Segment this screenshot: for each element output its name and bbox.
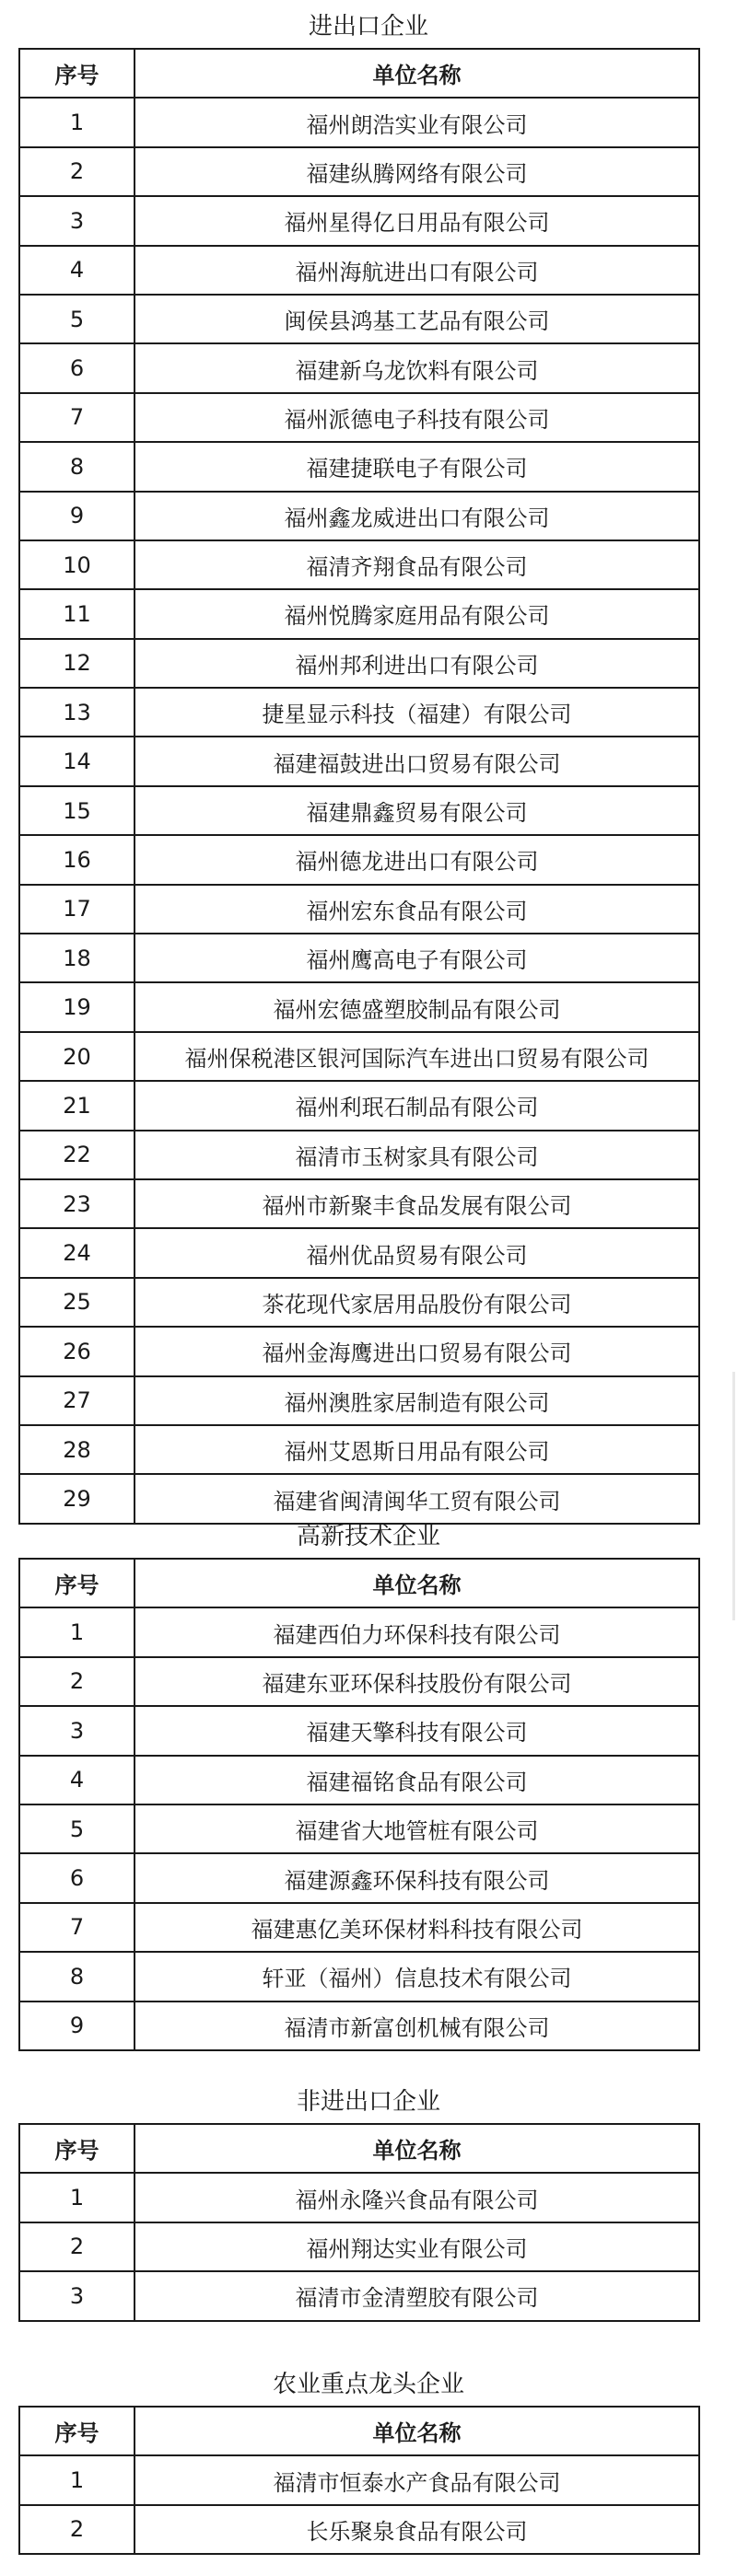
header-index: 序号 [19,2407,135,2455]
company-name: 福州鑫龙威进出口有限公司 [135,492,699,540]
company-name: 福州优品贸易有限公司 [135,1228,699,1277]
row-index: 27 [19,1376,135,1425]
row-index: 3 [19,196,135,245]
table-row [19,786,699,835]
row-index: 1 [19,2455,135,2504]
company-name: 福建省闽清闽华工贸有限公司 [135,1474,699,1523]
row-index: 16 [19,835,135,884]
table-header-row [19,1559,699,1607]
company-name: 福清市金清塑胶有限公司 [135,2271,699,2320]
table-row [19,1657,699,1706]
row-index: 25 [19,1278,135,1327]
row-index: 2 [19,2222,135,2271]
table-row [19,2002,699,2050]
table-row [19,1228,699,1277]
row-index: 2 [19,2505,135,2554]
table-row [19,885,699,934]
company-name: 福清市恒泰水产食品有限公司 [135,2455,699,2504]
company-name: 福州保税港区银河国际汽车进出口贸易有限公司 [135,1032,699,1081]
section-title: 非进出口企业 [296,2088,440,2116]
table-row [19,1131,699,1179]
row-index: 4 [19,1756,135,1804]
company-name: 福建纵腾网络有限公司 [135,147,699,196]
company-name: 福建天擎科技有限公司 [135,1706,699,1755]
row-index: 3 [19,2271,135,2320]
row-index: 26 [19,1327,135,1375]
table-row [19,1903,699,1952]
table-row [19,1474,699,1523]
row-index: 12 [19,639,135,688]
section-import-export [0,15,737,1525]
company-name: 福建源鑫环保科技有限公司 [135,1853,699,1902]
table-header-row [19,2124,699,2173]
table-row [19,934,699,982]
company-name: 福州翔达实业有限公司 [135,2222,699,2271]
row-index: 21 [19,1081,135,1130]
company-name: 福州宏德盛塑胶制品有限公司 [135,982,699,1031]
company-name: 福建捷联电子有限公司 [135,442,699,491]
table-row [19,98,699,146]
header-name: 单位名称 [135,1559,699,1607]
row-index: 28 [19,1425,135,1474]
row-index: 10 [19,540,135,589]
company-name: 福州星得亿日用品有限公司 [135,196,699,245]
company-name: 福建鼎鑫贸易有限公司 [135,786,699,835]
row-index: 9 [19,2002,135,2050]
row-index: 6 [19,1853,135,1902]
table-row [19,1607,699,1656]
company-name: 福州艾恩斯日用品有限公司 [135,1425,699,1474]
company-name: 福州海航进出口有限公司 [135,246,699,295]
row-index: 5 [19,295,135,343]
row-index: 13 [19,688,135,737]
table-header-row [19,2407,699,2455]
company-table [18,1558,700,2051]
company-name: 福建惠亿美环保材料科技有限公司 [135,1903,699,1952]
company-name: 福州悦腾家庭用品有限公司 [135,589,699,638]
company-table [18,48,700,1525]
table-header-row [19,49,699,98]
row-index: 8 [19,442,135,491]
table-row [19,1032,699,1081]
row-index: 6 [19,343,135,392]
company-name: 闽侯县鸿基工艺品有限公司 [135,295,699,343]
row-index: 18 [19,934,135,982]
company-name: 福建福铭食品有限公司 [135,1756,699,1804]
company-name: 茶花现代家居用品股份有限公司 [135,1278,699,1327]
row-index: 14 [19,737,135,785]
row-index: 19 [19,982,135,1031]
row-index: 5 [19,1804,135,1853]
row-index: 1 [19,1607,135,1656]
row-index: 11 [19,589,135,638]
header-name: 单位名称 [135,2407,699,2455]
company-name: 福州德龙进出口有限公司 [135,835,699,884]
company-name: 福州朗浩实业有限公司 [135,98,699,146]
table-row [19,540,699,589]
table-row [19,1327,699,1375]
table-row [19,1804,699,1853]
section-high-tech [0,1525,737,2051]
table-row [19,295,699,343]
company-name: 福州邦利进出口有限公司 [135,639,699,688]
header-name: 单位名称 [135,2124,699,2173]
row-index: 2 [19,147,135,196]
row-index: 3 [19,1706,135,1755]
table-row [19,196,699,245]
company-table [18,2406,700,2555]
table-row [19,1425,699,1474]
row-index: 9 [19,492,135,540]
row-index: 20 [19,1032,135,1081]
table-row [19,246,699,295]
table-row [19,1756,699,1804]
row-index: 1 [19,2173,135,2222]
row-index: 15 [19,786,135,835]
table-row [19,688,699,737]
company-name: 福建省大地管桩有限公司 [135,1804,699,1853]
row-index: 23 [19,1179,135,1228]
table-row [19,147,699,196]
table-row [19,835,699,884]
table-row [19,982,699,1031]
company-name: 福州利珉石制品有限公司 [135,1081,699,1130]
scrollbar[interactable] [732,1372,735,1620]
table-row [19,1081,699,1130]
row-index: 24 [19,1228,135,1277]
row-index: 17 [19,885,135,934]
company-name: 福州派德电子科技有限公司 [135,393,699,442]
header-index: 序号 [19,49,135,98]
company-name: 福州永隆兴食品有限公司 [135,2173,699,2222]
row-index: 8 [19,1952,135,2001]
company-name: 长乐聚泉食品有限公司 [135,2505,699,2554]
section-title: 高新技术企业 [296,1523,440,1550]
company-name: 福建东亚环保科技股份有限公司 [135,1657,699,1706]
table-row [19,2271,699,2320]
company-table [18,2123,700,2322]
company-name: 福州鹰高电子有限公司 [135,934,699,982]
table-row [19,393,699,442]
row-index: 2 [19,1657,135,1706]
company-name: 福建西伯力环保科技有限公司 [135,1607,699,1656]
table-row [19,737,699,785]
company-name: 福建新乌龙饮料有限公司 [135,343,699,392]
table-row [19,2505,699,2554]
table-row [19,589,699,638]
company-name: 捷星显示科技（福建）有限公司 [135,688,699,737]
table-row [19,1179,699,1228]
table-row [19,492,699,540]
table-row [19,1278,699,1327]
table-row [19,1376,699,1425]
table-row [19,1853,699,1902]
table-row [19,2222,699,2271]
company-name: 福清市新富创机械有限公司 [135,2002,699,2050]
section-title: 农业重点龙头企业 [272,2371,464,2398]
company-name: 福州金海鹰进出口贸易有限公司 [135,1327,699,1375]
table-row [19,442,699,491]
company-name: 福清齐翔食品有限公司 [135,540,699,589]
header-index: 序号 [19,1559,135,1607]
company-name: 福州澳胜家居制造有限公司 [135,1376,699,1425]
company-name: 福清市玉树家具有限公司 [135,1131,699,1179]
row-index: 1 [19,98,135,146]
table-row [19,639,699,688]
section-agricultural-leaders [0,2373,737,2555]
company-name: 福建福鼓进出口贸易有限公司 [135,737,699,785]
table-row [19,2173,699,2222]
header-name: 单位名称 [135,49,699,98]
row-index: 7 [19,393,135,442]
company-name: 轩亚（福州）信息技术有限公司 [135,1952,699,2001]
section-title: 进出口企业 [308,13,428,41]
row-index: 22 [19,1131,135,1179]
row-index: 29 [19,1474,135,1523]
table-row [19,1706,699,1755]
section-non-import-export [0,2090,737,2322]
company-name: 福州市新聚丰食品发展有限公司 [135,1179,699,1228]
row-index: 4 [19,246,135,295]
row-index: 7 [19,1903,135,1952]
table-row [19,343,699,392]
company-name: 福州宏东食品有限公司 [135,885,699,934]
table-row [19,2455,699,2504]
table-row [19,1952,699,2001]
header-index: 序号 [19,2124,135,2173]
